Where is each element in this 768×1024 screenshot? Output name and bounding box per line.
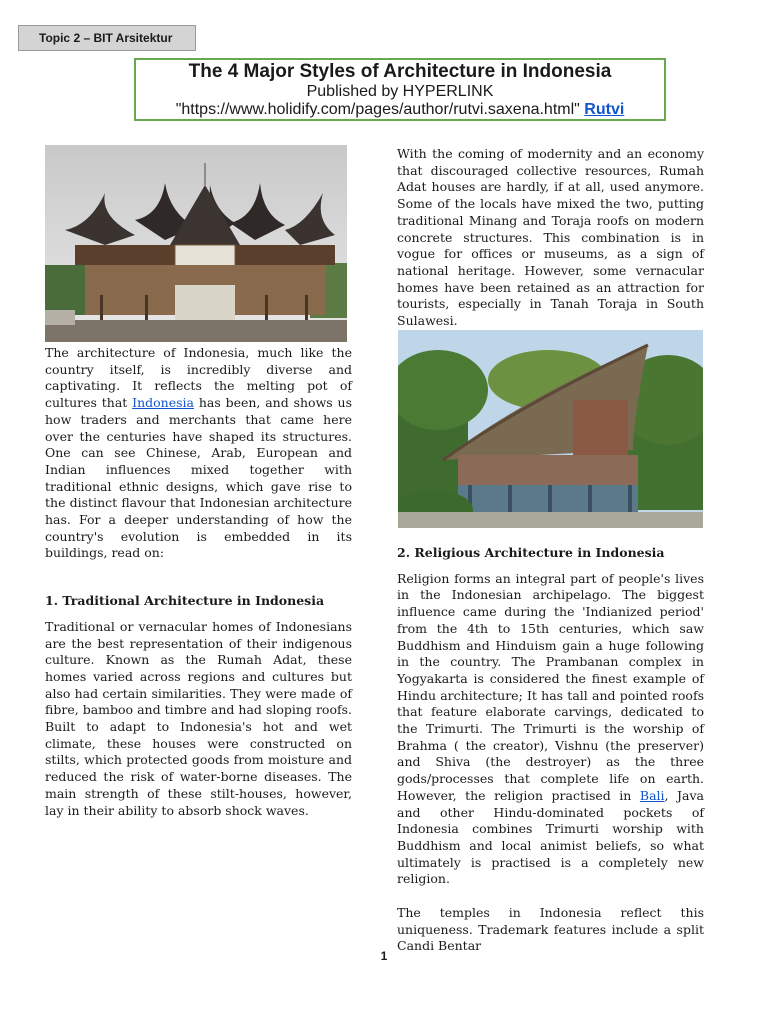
right-column-bottom xyxy=(397,545,704,955)
section2-heading: 2. Religious Architecture in Indonesia xyxy=(397,545,665,560)
intro-text-part1: The architecture of Indonesia, much like the country itself, is incredibly diverse and captivating. It reflects the melting pot of cultures that xyxy=(45,345,352,411)
temples-paragraph: The temples in Indonesia reflect this uniqueness. Trademark features include a split Candi Bentar xyxy=(397,905,704,954)
section2-body xyxy=(397,571,704,888)
topic-tag: Topic 2 – BIT Arsitektur xyxy=(18,25,196,51)
left-column xyxy=(45,345,352,819)
section2-text-part2: , Java and other Hindu-dominated pockets of Indonesia combines Trimurti worship with Buddhism and local animist beliefs, so what ultimately is practised is a completely new religion. xyxy=(397,787,704,887)
published-by: Published by HYPERLINK xyxy=(306,83,494,100)
section1-heading: 1. Traditional Architecture in Indonesia xyxy=(45,593,325,609)
source-url: "https://www.holidify.com/pages/author/rutvi.saxena.html" xyxy=(175,101,580,118)
bali-link[interactable]: Bali xyxy=(639,787,665,803)
toraja-house-photo xyxy=(398,330,703,528)
author-link[interactable]: Rutvi xyxy=(584,101,625,118)
right-column-top xyxy=(397,146,704,330)
modernity-paragraph: With the coming of modernity and an economy that discouraged collective resources, Rumah Adat houses are hardly, if at all, used anymore. Some of the locals have mixed the two, putting traditional Minang and Toraja roofs on modern concrete structures. This combination is in vogue for offices or museums, as a sign of national heritage. However, some vernacular homes have been retained as an attraction for tourists, especially in Tanah Toraja in South Sulawesi. xyxy=(397,146,704,329)
indonesia-link[interactable]: Indonesia xyxy=(132,395,194,411)
title-box xyxy=(134,58,666,121)
page-number: 1 xyxy=(380,949,388,963)
section2-text-part1: Religion forms an integral part of people's lives in the Indonesian archipelago. The biggest influence came during the 'Indianized period' from the 4th to 15th centuries, which saw Buddhism and Hinduism gain a huge following in the country. The Prambanan complex in Yogyakarta is considered the finest example of Hindu architecture; It has tall and pointed roofs that feature elaborate carvings, dedicated to the Trimurti. The Trimurti is the worship of Brahma ( the creator), Vishnu (the preserver) and Shiva (the destroyer) as the three gods/processes that complete life on earth. However, the religion practised in xyxy=(397,570,704,803)
source-link-line xyxy=(136,101,664,119)
document-title: The 4 Major Styles of Architecture in Indonesia xyxy=(188,61,612,82)
section1-body: Traditional or vernacular homes of Indonesians are the best representation of their indigenous culture. Known as the Rumah Adat, these homes varied across regions and cultures but also had certain similarities. They were made of fibre, bamboo and timbre and had sloping roofs. Built to adapt to Indonesia's hot and wet climate, these houses were constructed on stilts, which protected goods from moisture and reduced the risk of water-borne diseases. The main strength of these stilt-houses, however, lay in their ability to absorb shock waves. xyxy=(45,618,352,818)
intro-paragraph xyxy=(45,345,352,562)
intro-text-part2: has been, and shows us how traders and merchants that came here over the centuries have shaped its structures. One can see Chinese, Arab, European and Indian influences mixed together with traditional ethnic designs, which gave rise to the distinct flavour that Indonesian architecture has. For a deeper understanding of how the country's evolution is embedded in its buildings, read on: xyxy=(45,395,352,561)
minangkabau-house-photo xyxy=(45,145,347,342)
